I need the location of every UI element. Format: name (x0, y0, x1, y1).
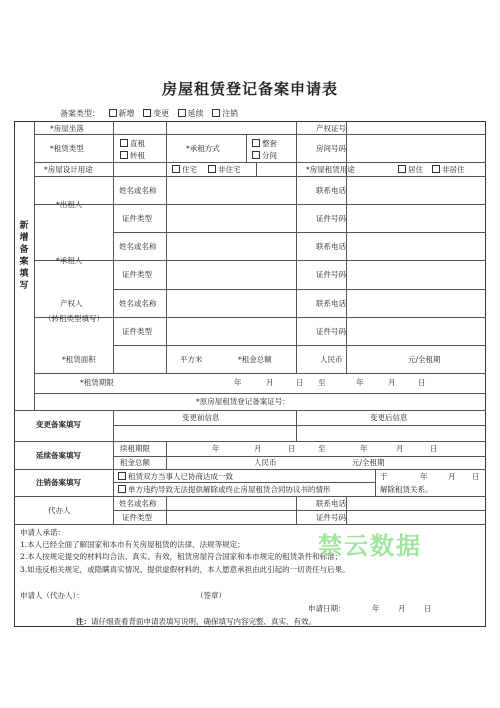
agent-id-type-label: 证件类型 (122, 513, 152, 522)
lease-mode-room[interactable]: 分间 (252, 151, 277, 160)
checkbox-icon (120, 151, 128, 159)
rule (296, 410, 297, 441)
lease-use-nonresidential[interactable]: 非居住 (432, 165, 465, 174)
lessor-label: *出租人 (56, 200, 83, 209)
design-use-residential[interactable]: 住宅 (172, 165, 197, 174)
rule (14, 441, 486, 442)
lease-use-residential[interactable]: 居住 (398, 165, 423, 174)
rule (113, 410, 114, 524)
house-type-label: *租赁类型 (50, 144, 84, 153)
promise-item-3: 3.如违反相关规定，或隐瞒真实情况、提供虚假材料的，本人愿意承担由此引起的一切责任与后果。 (20, 565, 350, 574)
rule (34, 121, 35, 410)
rent-currency: 人民币 (320, 355, 343, 364)
extend-to: 至 (318, 444, 326, 453)
rule (14, 496, 486, 497)
after-info-label: 变更后信息 (370, 413, 408, 422)
rule (34, 162, 486, 163)
record-type-extend[interactable]: 延续 (178, 109, 204, 118)
checkbox-icon (252, 151, 260, 159)
cancel-year: 年 (420, 472, 428, 481)
rule (166, 441, 167, 469)
rule (113, 121, 114, 373)
cancel-on: 于 (380, 472, 388, 481)
location-label: *房屋坐落 (50, 124, 84, 133)
checkbox-icon (143, 109, 151, 117)
rent-total-label: *租金总额 (238, 355, 272, 364)
checkbox-icon (118, 485, 126, 493)
rule (256, 162, 257, 176)
area-unit: 平方米 (180, 355, 203, 364)
lessor-name-label: 姓名或名称 (119, 186, 157, 195)
checkbox-icon (120, 139, 128, 147)
extend-month: 月 (254, 444, 262, 453)
cancel-end-text: 解除租赁关系。 (380, 485, 433, 494)
rule (346, 496, 347, 524)
checkbox-icon (208, 165, 216, 173)
cancel-fill-label: 注销备案填写 (36, 478, 81, 487)
checkbox-icon (432, 165, 440, 173)
checkbox-icon (109, 109, 117, 117)
rule (14, 410, 486, 411)
term-month-2: 月 (388, 378, 396, 387)
cancel-month: 月 (448, 472, 456, 481)
rule (296, 121, 297, 177)
owner-label: 产权人 (60, 299, 83, 308)
design-use-label: *房屋设计用途 (44, 165, 93, 174)
rule (375, 469, 376, 496)
lessor-id-no-label: 证件号码 (316, 214, 346, 223)
footnote (76, 616, 316, 627)
orig-cert-label: *原房屋租赁登记备案证号： (196, 397, 290, 406)
rule (296, 496, 297, 524)
checkbox-icon (118, 472, 126, 480)
agent-name-label: 姓名或名称 (119, 499, 157, 508)
section-new-label: 新增备案填写 (19, 221, 29, 291)
rule (113, 482, 375, 483)
lease-mode-whole[interactable]: 整套 (252, 139, 277, 148)
extend-per-period: 元/全租期 (352, 458, 385, 467)
rule (34, 176, 486, 177)
extend-day: 日 (288, 444, 296, 453)
house-type-direct[interactable]: 直租 (120, 139, 145, 148)
checkbox-icon (178, 109, 186, 117)
extend-term-label: 续租期限 (120, 444, 150, 453)
term-day: 日 (296, 378, 304, 387)
checkbox-icon (252, 139, 260, 147)
lease-use-label: *房屋租赁用途 (306, 165, 355, 174)
apply-date-label: 申请日期： (308, 604, 346, 613)
rule (113, 510, 486, 511)
lease-mode-label: *承租方式 (186, 144, 220, 153)
term-label: *租赁期限 (80, 378, 114, 387)
lessee-name-label: 姓名或名称 (119, 242, 157, 251)
form-title: 房屋租赁登记备案申请表 (161, 80, 338, 98)
checkbox-icon (398, 165, 406, 173)
rule (166, 496, 167, 524)
owner-name-label: 姓名或名称 (119, 299, 157, 308)
agent-id-no-label: 证件号码 (316, 513, 346, 522)
rule (246, 134, 247, 162)
rule (34, 134, 486, 135)
record-type-label: 备案类型： (60, 109, 100, 118)
sign-label: （签章） (196, 591, 226, 600)
lessor-id-type-label: 证件类型 (122, 214, 152, 223)
rule (113, 345, 486, 346)
lessee-phone-label: 联系电话 (316, 242, 346, 251)
footnote-label: 注： (76, 617, 91, 626)
cancel-option-breach[interactable]: 单方违约导致无法提供解除或终止房屋租赁合同协议书的情形 (118, 485, 331, 494)
owner-note: （转租类型填写） (44, 314, 104, 323)
owner-phone-label: 联系电话 (316, 299, 346, 308)
extend-currency: 人民币 (254, 458, 277, 467)
cancel-day: 日 (472, 472, 480, 481)
checkbox-icon (172, 165, 180, 173)
apply-year: 年 (372, 604, 380, 613)
rule (113, 232, 486, 233)
lessee-id-type-label: 证件类型 (122, 270, 152, 279)
checkbox-icon (212, 109, 220, 117)
extend-month-2: 月 (396, 444, 404, 453)
lessee-id-no-label: 证件号码 (316, 270, 346, 279)
design-use-nonresidential[interactable]: 非住宅 (208, 165, 241, 174)
rule (166, 121, 167, 373)
apply-month: 月 (398, 604, 406, 613)
lessee-label: *承租人 (56, 256, 83, 265)
cancel-option-agreed[interactable]: 租赁双方当事人已协商达成一致 (118, 472, 233, 481)
rule (34, 373, 486, 374)
agent-label: 代办人 (48, 506, 71, 515)
rule (14, 524, 486, 525)
area-label: *租赁面积 (62, 355, 96, 364)
extend-day-2: 日 (430, 444, 438, 453)
rule (14, 469, 486, 470)
apply-day: 日 (424, 604, 432, 613)
term-month: 月 (266, 378, 274, 387)
owner-id-no-label: 证件号码 (316, 327, 346, 336)
rule (34, 204, 486, 205)
change-fill-label: 变更备案填写 (36, 420, 81, 429)
footnote-text: 请仔细查看背面申请表填写说明，确保填写内容完整、真实、有效。 (91, 617, 316, 626)
rule (113, 456, 486, 457)
rule (113, 289, 486, 290)
room-no-label: 房间号码 (316, 144, 346, 153)
extend-year-2: 年 (360, 444, 368, 453)
extend-rent-label: 租金总额 (120, 458, 150, 467)
rule (34, 393, 486, 394)
record-type-new[interactable]: 新增 (109, 109, 135, 118)
term-year: 年 (234, 378, 242, 387)
record-type-change[interactable]: 变更 (143, 109, 169, 118)
rule (296, 177, 297, 373)
lessor-phone-label: 联系电话 (316, 186, 346, 195)
agent-phone-label: 联系电话 (316, 499, 346, 508)
applicant-label: 申请人（代办人）： (20, 591, 84, 600)
extend-year: 年 (212, 444, 220, 453)
extend-fill-label: 延续备案填写 (36, 451, 81, 460)
record-type-cancel[interactable]: 注销 (212, 109, 238, 118)
term-year-2: 年 (356, 378, 364, 387)
term-to: 至 (318, 378, 326, 387)
rule (113, 425, 486, 426)
watermark: 禁云数据 (318, 532, 422, 560)
record-type-row (60, 108, 238, 119)
rule (34, 260, 486, 261)
promise-title: 申请人承诺： (20, 528, 65, 537)
house-type-sublet[interactable]: 转租 (120, 151, 145, 160)
promise-item-1: 1.本人已经全面了解国家和本市有关房屋租赁的法律、法规等规定； (20, 540, 245, 549)
cert-no-label: 产权证号 (316, 124, 346, 133)
rent-per-period: 元/全租期 (408, 355, 441, 364)
term-day-2: 日 (418, 378, 426, 387)
before-info-label: 变更前信息 (182, 413, 220, 422)
promise-item-2: 2.本人按规定提交的材料均合法、真实、有效，租赁房屋符合国家和本市规定的租赁条件和标准； (20, 552, 343, 561)
rule (346, 177, 347, 373)
owner-id-type-label: 证件类型 (122, 327, 152, 336)
